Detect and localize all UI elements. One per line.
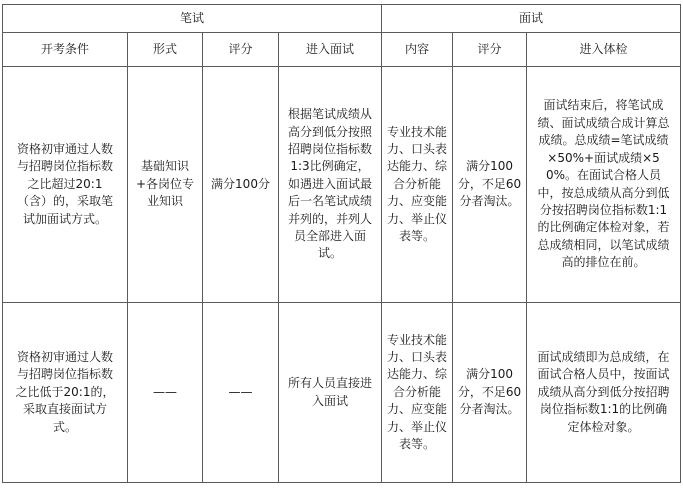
conditions-cell: 资格初审通过人数与招聘岗位指标数之比低于20:1的，采取直接面试方式。: [3, 303, 128, 483]
interview-score-cell: 满分100分，不足60分者淘汰。: [453, 303, 527, 483]
col-enter-interview-header: 进入面试: [279, 33, 382, 67]
form-cell: ——: [128, 303, 203, 483]
col-form-header: 形式: [128, 33, 203, 67]
enter-interview-cell: 根据笔试成绩从高分到低分按照招聘岗位指标数1:3比例确定，如遇进入面试最后一名笔试成绩并列的，并列人员全部进入面试。: [279, 67, 382, 303]
written-exam-header: 笔试: [3, 5, 382, 33]
col-content-header: 内容: [382, 33, 453, 67]
enter-exam-cell: 面试结束后，将笔试成绩、面试成绩合成计算总成绩。总成绩=笔试成绩×50%+面试成绩×50%。在面试合格人员中，按总成绩从高分到低分按招聘岗位指标数1:1的比例确定体检对象，若总成绩相同，以笔试成绩高的排位在前。: [527, 67, 681, 303]
col-enter-exam-header: 进入体检: [527, 33, 681, 67]
conditions-cell: 资格初审通过人数与招聘岗位指标数之比超过20:1（含）的，采取笔试加面试方式。: [3, 67, 128, 303]
written-score-cell: ——: [203, 303, 279, 483]
column-header-row: [3, 33, 681, 67]
col-interview-score-header: 评分: [453, 33, 527, 67]
interview-header: 面试: [382, 5, 681, 33]
enter-interview-cell: 所有人员直接进入面试: [279, 303, 382, 483]
recruitment-exam-table: [2, 4, 681, 483]
form-cell: 基础知识+各岗位专业知识: [128, 67, 203, 303]
col-written-score-header: 评分: [203, 33, 279, 67]
table-row: [3, 67, 681, 303]
interview-content-cell: 专业技术能力、口头表达能力、综合分析能力、应变能力、举止仪表等。: [382, 67, 453, 303]
recruitment-exam-table-container: [2, 4, 681, 483]
enter-exam-cell: 面试成绩即为总成绩，在面试合格人员中，按面试成绩从高分到低分按招聘岗位指标数1:1的比例确定体检对象。: [527, 303, 681, 483]
interview-content-cell: 专业技术能力、口头表达能力、综合分析能力、应变能力、举止仪表等。: [382, 303, 453, 483]
group-header-row: [3, 5, 681, 33]
col-conditions-header: 开考条件: [3, 33, 128, 67]
written-score-cell: 满分100分: [203, 67, 279, 303]
table-row: [3, 303, 681, 483]
interview-score-cell: 满分100分，不足60分者淘汰。: [453, 67, 527, 303]
